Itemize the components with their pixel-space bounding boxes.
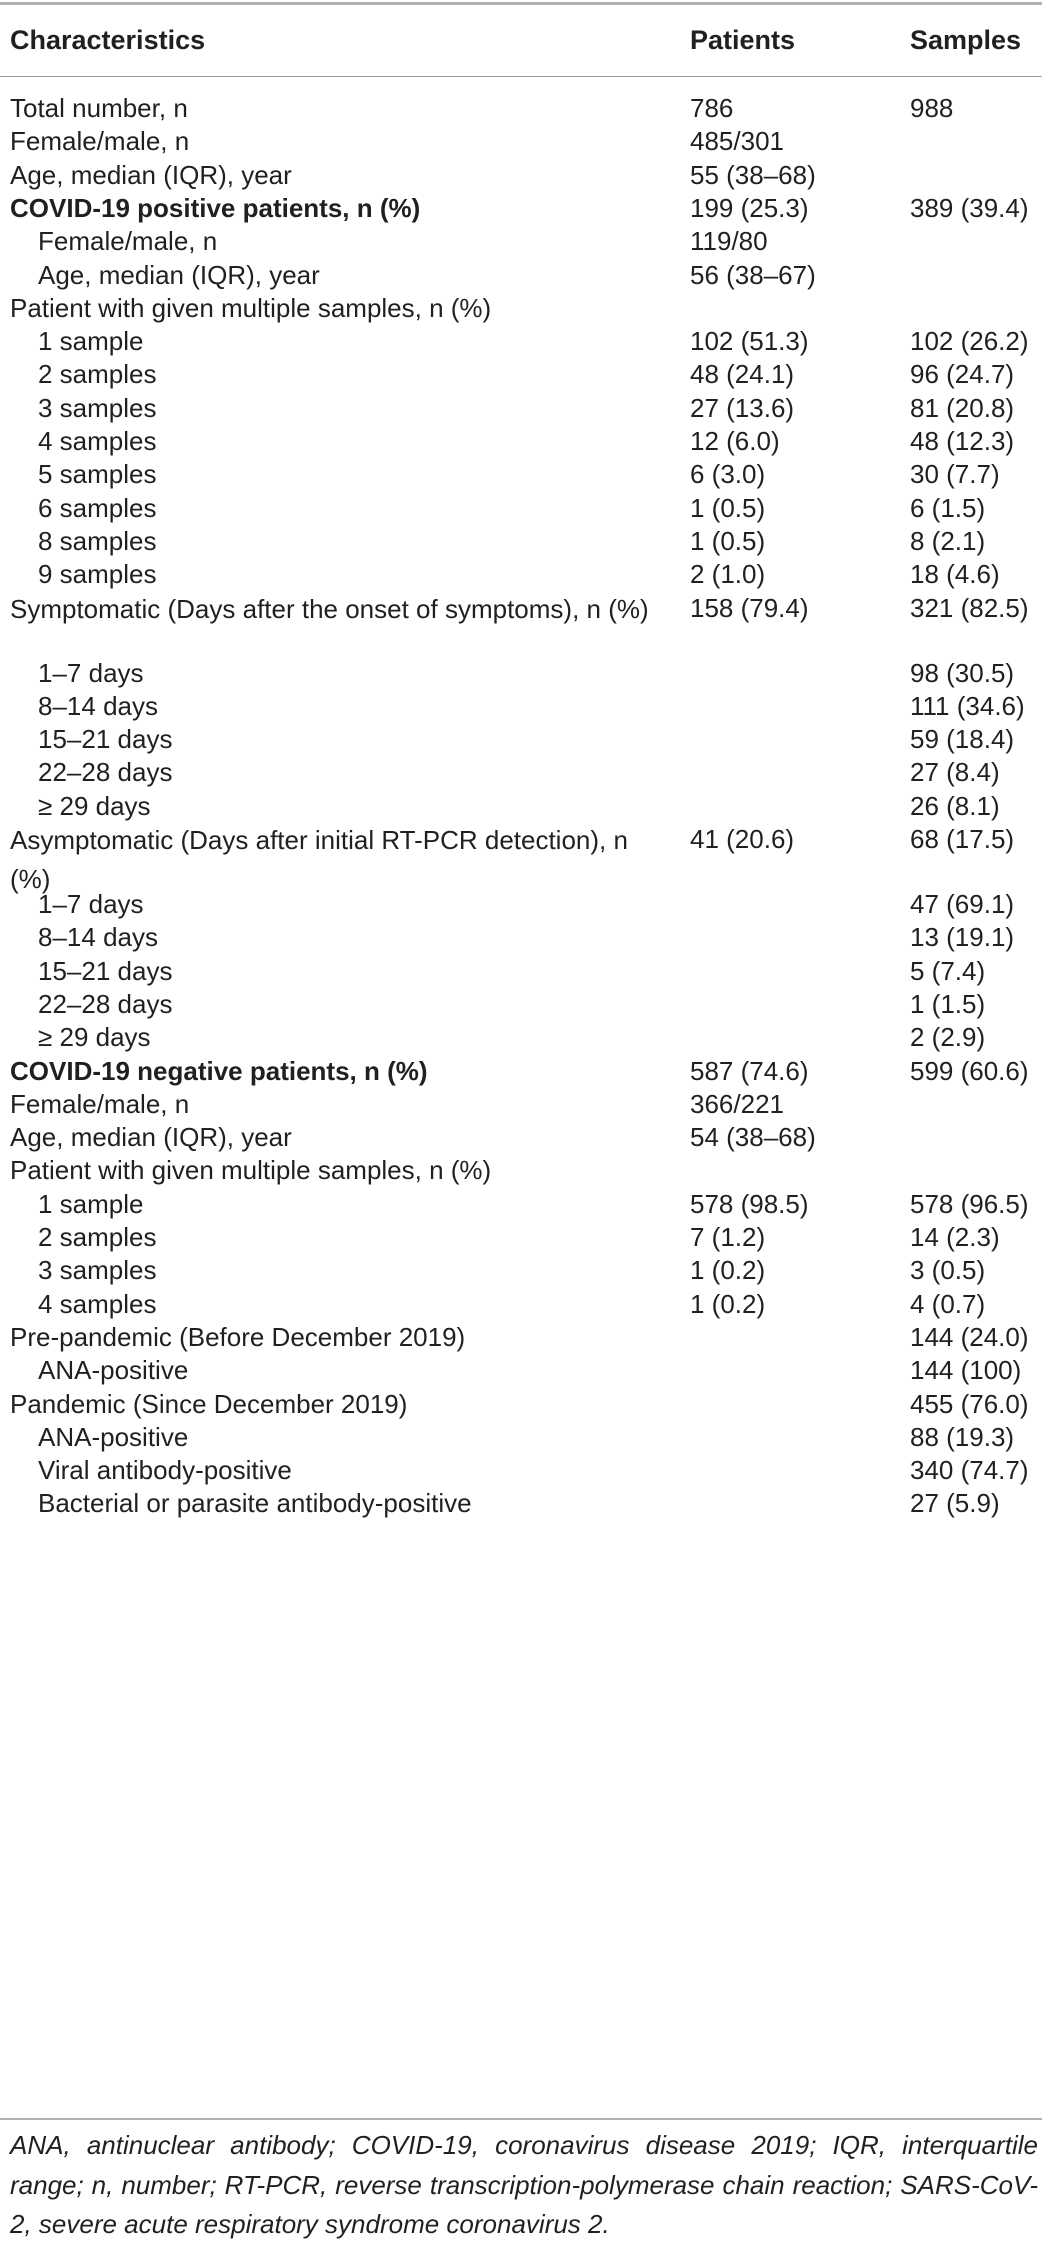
row-samples: 144 (24.0) [910,1321,1029,1352]
row-samples: 389 (39.4) [910,192,1029,223]
row-samples: 26 (8.1) [910,790,1000,821]
row-samples: 47 (69.1) [910,889,1015,919]
row-characteristic: 4 samples [38,1288,157,1319]
row-patients: 485/301 [690,126,784,157]
row-patients: 587 (74.6) [690,1055,809,1086]
row-characteristic: 15–21 days [38,955,173,986]
row-characteristic: 3 samples [38,392,157,423]
row-patients: 56 (38–67) [690,259,816,290]
row-characteristic: 15–21 days [38,724,173,755]
row-characteristic: ≥ 29 days [38,790,151,821]
row-patients: 6 (3.0) [690,459,766,490]
row-samples: 6 (1.5) [910,492,986,523]
header-patients: Patients [690,25,796,55]
row-characteristic: 3 samples [38,1255,157,1286]
row-samples: 2 (2.9) [910,1022,986,1053]
row-patients: 1 (0.5) [690,492,766,523]
row-characteristic: Total number, n [10,93,188,123]
row-patients: 54 (38–68) [690,1122,816,1153]
row-samples: 599 (60.6) [910,1055,1029,1086]
row-patients: 786 [690,93,734,123]
row-samples: 144 (100) [910,1355,1022,1386]
row-characteristic: ANA-positive [38,1355,189,1386]
row-samples: 68 (17.5) [910,824,1015,854]
row-characteristic: Female/male, n [10,126,190,157]
table-top-rule [0,2,1042,5]
row-patients: 48 (24.1) [690,359,795,390]
table-footnote: ANA, antinuclear antibody; COVID-19, coronavirus disease 2019; IQR, interquartile range; n, number; RT-PCR, reverse transcription-polymerase chain reaction; SARS-CoV-2, severe acute respiratory syndrome coronavirus 2. [10,2130,1038,2239]
row-samples: 5 (7.4) [910,955,986,986]
row-samples: 27 (5.9) [910,1488,1000,1519]
row-samples: 578 (96.5) [910,1188,1029,1219]
row-characteristic: 22–28 days [38,757,173,788]
row-characteristic: Pre-pandemic (Before December 2019) [10,1321,466,1352]
row-samples: 340 (74.7) [910,1455,1029,1486]
row-characteristic: 4 samples [38,426,157,456]
row-samples: 88 (19.3) [910,1421,1015,1452]
row-samples: 14 (2.3) [910,1222,1000,1252]
header-characteristics: Characteristics [10,25,206,55]
row-patients: 1 (0.5) [690,525,766,556]
row-characteristic: Age, median (IQR), year [38,259,320,290]
row-patients: 12 (6.0) [690,426,780,456]
row-characteristic: COVID-19 positive patients, n (%) [10,192,421,223]
row-characteristic: 2 samples [38,359,157,390]
row-characteristic: ≥ 29 days [38,1022,151,1053]
row-patients: 158 (79.4) [690,592,809,623]
table-bottom-rule [0,2118,1042,2120]
row-characteristic: 8 samples [38,525,157,556]
row-patients: 1 (0.2) [690,1255,766,1286]
row-patients: 102 (51.3) [690,326,809,357]
row-characteristic: 1–7 days [38,657,144,688]
row-characteristic: 1–7 days [38,889,144,919]
row-samples: 48 (12.3) [910,426,1015,456]
row-patients: 41 (20.6) [690,824,795,854]
table-header-rule [0,76,1042,77]
header-samples: Samples [910,25,1022,55]
row-characteristic: ANA-positive [38,1421,189,1452]
row-patients: 578 (98.5) [690,1188,809,1219]
row-characteristic: 22–28 days [38,988,173,1019]
row-patients: 27 (13.6) [690,392,795,423]
row-characteristic: Patient with given multiple samples, n (%) [10,1155,492,1186]
row-samples: 59 (18.4) [910,724,1015,755]
row-samples: 81 (20.8) [910,392,1015,423]
row-characteristic: 8–14 days [38,690,158,721]
row-characteristic: Patient with given multiple samples, n (%) [10,292,492,323]
row-samples: 1 (1.5) [910,988,986,1019]
row-patients: 7 (1.2) [690,1222,766,1252]
row-samples: 111 (34.6) [910,690,1025,721]
row-characteristic: Age, median (IQR), year [10,1122,292,1153]
row-samples: 18 (4.6) [910,559,1000,590]
row-patients: 2 (1.0) [690,559,766,590]
row-characteristic: Pandemic (Since December 2019) [10,1388,408,1419]
row-characteristic: Bacterial or parasite antibody-positive [38,1488,472,1519]
row-patients: 55 (38–68) [690,159,816,190]
row-characteristic: 9 samples [38,559,157,590]
row-patients: 366/221 [690,1088,784,1119]
row-characteristic: Symptomatic (Days after the onset of symptoms), n (%) [10,593,649,624]
row-characteristic: Asymptomatic (Days after initial RT-PCR detection), n (%) [10,825,628,894]
row-patients: 199 (25.3) [690,192,809,223]
row-samples: 98 (30.5) [910,657,1015,688]
row-characteristic: Female/male, n [10,1088,190,1119]
row-patients: 1 (0.2) [690,1288,766,1319]
row-characteristic: Age, median (IQR), year [10,159,292,190]
row-samples: 13 (19.1) [910,922,1015,953]
row-characteristic: 6 samples [38,492,157,523]
row-samples: 102 (26.2) [910,326,1029,357]
row-characteristic: 5 samples [38,459,157,490]
row-characteristic: 1 sample [38,326,144,357]
row-characteristic: 1 sample [38,1188,144,1219]
row-samples: 3 (0.5) [910,1255,986,1286]
row-characteristic: 2 samples [38,1222,157,1252]
row-samples: 96 (24.7) [910,359,1015,390]
row-samples: 988 [910,93,954,123]
row-samples: 27 (8.4) [910,757,1000,788]
row-samples: 8 (2.1) [910,525,986,556]
row-samples: 4 (0.7) [910,1288,986,1319]
row-patients: 119/80 [690,226,768,257]
row-samples: 321 (82.5) [910,592,1029,623]
row-characteristic: Female/male, n [38,226,218,257]
row-samples: 455 (76.0) [910,1388,1029,1419]
row-characteristic: 8–14 days [38,922,158,953]
row-characteristic: Viral antibody-positive [38,1455,292,1486]
row-samples: 30 (7.7) [910,459,1000,490]
row-characteristic: COVID-19 negative patients, n (%) [10,1055,428,1086]
